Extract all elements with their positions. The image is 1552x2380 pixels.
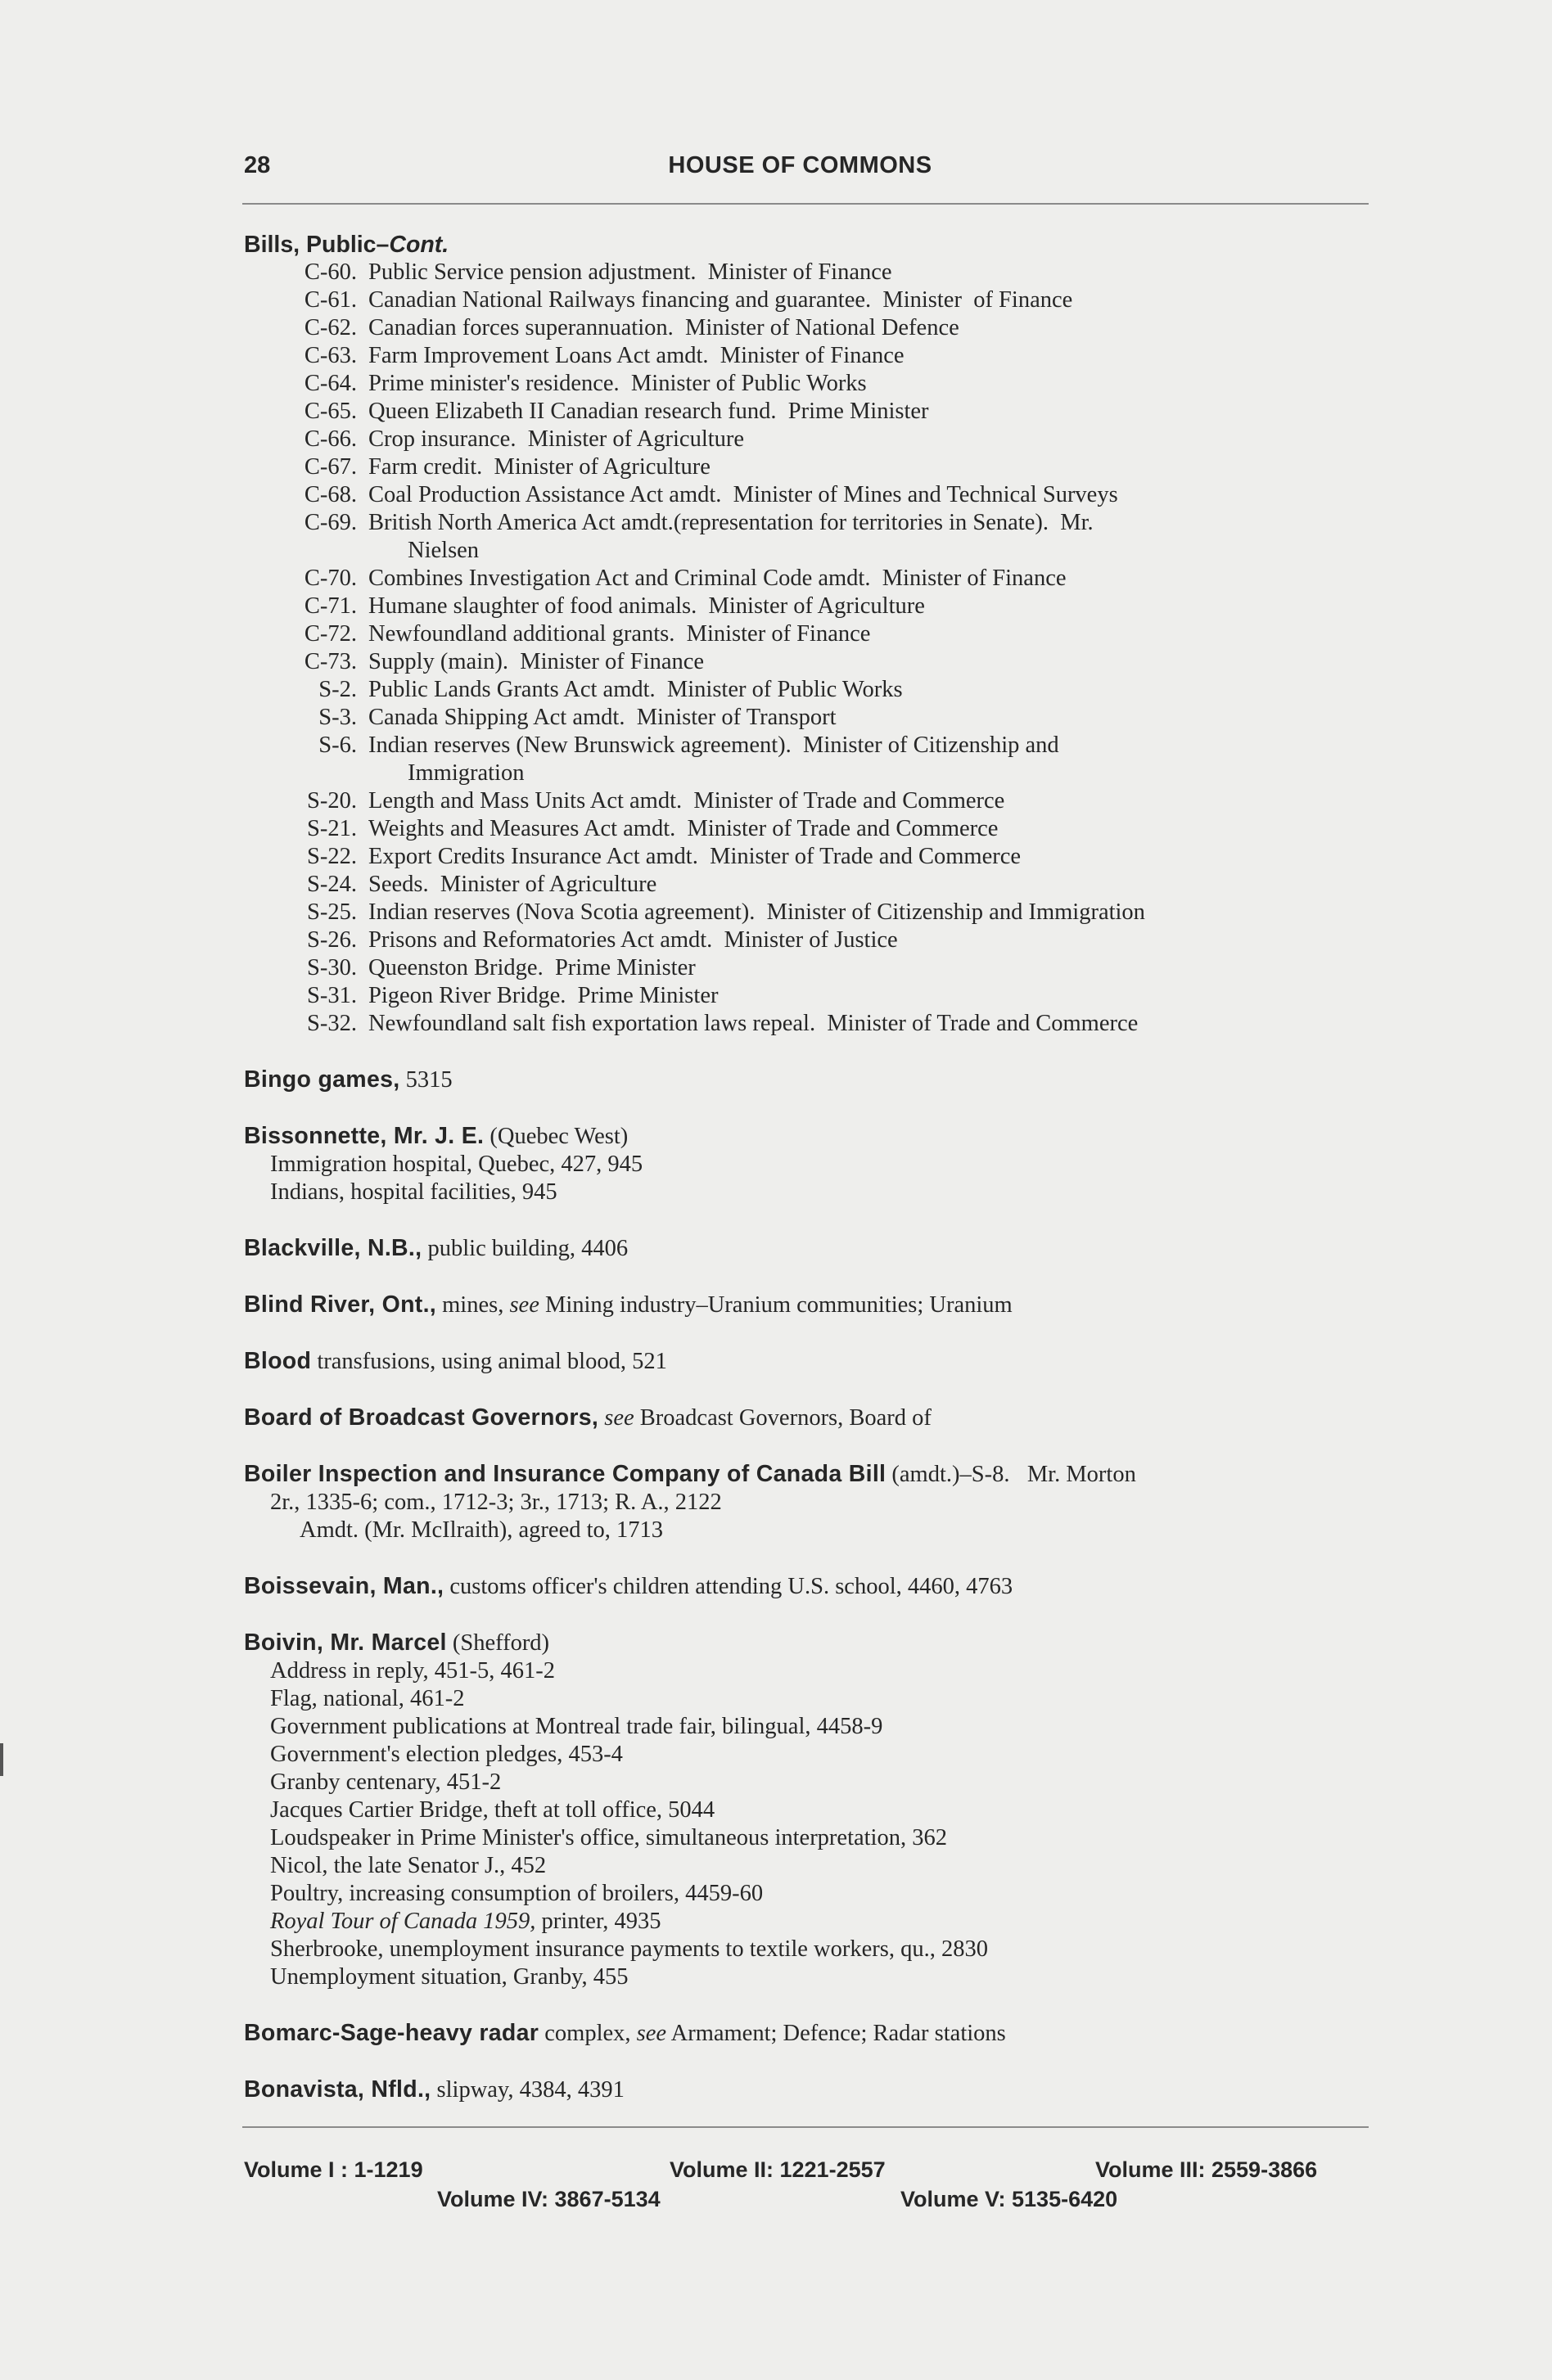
footer-volume-5: Volume V: 5135-6420 <box>900 2187 1118 2211</box>
sub-entry: Unemployment situation, Granby, 455 <box>270 1964 629 1990</box>
sub-entry: Royal Tour of Canada 1959, printer, 4935 <box>270 1909 661 1934</box>
bill-number: C-70. <box>304 566 357 591</box>
bill-number: S-30. <box>307 955 357 980</box>
bill-row <box>244 1010 1374 1038</box>
bill-row <box>244 509 1374 565</box>
bill-description: Farm Improvement Loans Act amdt. Minister of Finance <box>368 343 905 368</box>
bill-description: Crop insurance. Minister of Agriculture <box>368 426 745 452</box>
bill-row <box>244 620 1374 648</box>
bill-description: Combines Investigation Act and Criminal Code amdt. Minister of Finance <box>368 566 1067 591</box>
entry-boiler: Boiler Inspection and Insurance Company of Canada Bill (amdt.)–S-8. Mr. Morton 2r., 1335-6; com., 1712-3; 3r., 1713; R. A., 2122 Amdt. (Mr. McIlraith), agreed to, 1713 <box>244 1460 1374 1544</box>
sub-entry: Indians, hospital facilities, 945 <box>270 1179 557 1205</box>
footer-volume-3: Volume III: 2559-3866 <box>1095 2157 1318 2182</box>
bill-number: S-25. <box>307 899 357 925</box>
bill-number: C-68. <box>304 482 357 507</box>
bill-number: C-65. <box>304 399 357 424</box>
sub-entry: Government publications at Montreal trade fair, bilingual, 4458-9 <box>270 1714 883 1739</box>
bill-description: Newfoundland salt fish exportation laws repeal. Minister of Trade and Commerce <box>368 1011 1139 1036</box>
bill-description: Coal Production Assistance Act amdt. Minister of Mines and Technical Surveys <box>368 482 1118 507</box>
bill-number: S-2. <box>318 677 357 702</box>
bill-number: C-73. <box>304 649 357 674</box>
bill-row <box>244 982 1374 1010</box>
footer-volume-2: Volume II: 1221-2557 <box>670 2157 886 2182</box>
bill-number: S-3. <box>318 705 357 730</box>
bill-row <box>244 453 1374 481</box>
bill-row <box>244 398 1374 426</box>
bill-description: Length and Mass Units Act amdt. Minister of Trade and Commerce <box>368 788 1005 814</box>
bill-description: Humane slaughter of food animals. Minister of Agriculture <box>368 593 925 619</box>
bill-row <box>244 426 1374 453</box>
bill-number: C-69. <box>304 510 357 535</box>
page-number: 28 <box>244 152 271 178</box>
bill-number: C-61. <box>304 287 357 313</box>
bills-heading: Bills, Public–Cont. <box>244 232 449 258</box>
bill-row <box>244 593 1374 620</box>
bill-number: S-31. <box>307 983 357 1008</box>
sub-entry: Address in reply, 451-5, 461-2 <box>270 1658 556 1684</box>
bill-number: S-20. <box>307 788 357 814</box>
bill-row <box>244 732 1374 787</box>
bill-row <box>244 342 1374 370</box>
bill-description: Indian reserves (New Brunswick agreement). Minister of Citizenship and <box>368 732 1059 758</box>
entry-bingo: Bingo games, 5315 <box>244 1066 453 1093</box>
entry-bissonnette: Bissonnette, Mr. J. E. (Quebec West) Immigration hospital, Quebec, 427, 945 Indians, hospital facilities, 945 <box>244 1122 1374 1206</box>
bill-row <box>244 843 1374 871</box>
bill-description: Indian reserves (Nova Scotia agreement). Minister of Citizenship and Immigration <box>368 899 1145 925</box>
bill-description: Weights and Measures Act amdt. Minister of Trade and Commerce <box>368 816 999 841</box>
entry-blood: Blood transfusions, using animal blood, 521 <box>244 1348 667 1374</box>
bill-row <box>244 648 1374 676</box>
footer-volume-4: Volume IV: 3867-5134 <box>437 2187 661 2211</box>
bill-description: Canadian National Railways financing and guarantee. Minister of Finance <box>368 287 1073 313</box>
bill-number: S-22. <box>307 844 357 869</box>
index-content <box>244 231 1374 2104</box>
bill-number: S-24. <box>307 872 357 897</box>
bill-number: C-63. <box>304 343 357 368</box>
bill-description: Prisons and Reformatories Act amdt. Minister of Justice <box>368 927 898 953</box>
bill-description: Prime minister's residence. Minister of Public Works <box>368 371 867 396</box>
bill-description: Supply (main). Minister of Finance <box>368 649 705 674</box>
bill-description: British North America Act amdt.(representation for territories in Senate). Mr. <box>368 510 1094 535</box>
entry-bomarc: Bomarc-Sage-heavy radar complex, see Armament; Defence; Radar stations <box>244 2020 1006 2046</box>
bill-number: S-21. <box>307 816 357 841</box>
bill-number: C-67. <box>304 454 357 480</box>
bill-number: C-62. <box>304 315 357 340</box>
entry-boissevain: Boissevain, Man., customs officer's children attending U.S. school, 4460, 4763 <box>244 1573 1013 1599</box>
bill-number: S-26. <box>307 927 357 953</box>
sub-entry: Immigration hospital, Quebec, 427, 945 <box>270 1152 643 1177</box>
sub-entry: Sherbrooke, unemployment insurance payments to textile workers, qu., 2830 <box>270 1936 988 1962</box>
bill-description: Queenston Bridge. Prime Minister <box>368 955 696 980</box>
bill-description-continued: Nielsen <box>408 538 480 563</box>
bill-row <box>244 481 1374 509</box>
bill-description: Canadian forces superannuation. Minister of National Defence <box>368 315 959 340</box>
sub-entry: Poultry, increasing consumption of broilers, 4459-60 <box>270 1881 764 1906</box>
bill-description: Export Credits Insurance Act amdt. Minister of Trade and Commerce <box>368 844 1022 869</box>
bill-row <box>244 676 1374 704</box>
sub-entry: Loudspeaker in Prime Minister's office, simultaneous interpretation, 362 <box>270 1825 947 1850</box>
entry-boivin: Boivin, Mr. Marcel (Shefford) Address in reply, 451-5, 461-2 Flag, national, 461-2 Government publications at Montreal trade fair, bilingual, 4458-9 Government's election pledges, 453-4 Granby centenary, 451-2 Jacques Cartier Bridge, theft at toll office, 5044 Loudspeaker in Prime Minister's office, simultaneous interpretation, 362 Nicol, the late Senator J., 452 Poultry, increasing consumption of broilers, 4459-60 Royal Tour of Canada 1959, printer, 4935 Sherbrooke, unemployment insurance payments to textile workers, qu., 2830 Unemployment situation, Granby, 455 <box>244 1629 1374 1991</box>
bill-description: Public Service pension adjustment. Minister of Finance <box>368 259 892 285</box>
bill-row <box>244 787 1374 815</box>
entry-board: Board of Broadcast Governors, see Broadcast Governors, Board of <box>244 1404 932 1431</box>
bill-description: Newfoundland additional grants. Minister of Finance <box>368 621 871 647</box>
bill-row <box>244 954 1374 982</box>
sub-entry: Government's election pledges, 453-4 <box>270 1742 623 1767</box>
bill-row <box>244 286 1374 314</box>
top-rule <box>242 203 1369 205</box>
entry-bonavista: Bonavista, Nfld., slipway, 4384, 4391 <box>244 2076 625 2103</box>
sub-entry: Flag, national, 461-2 <box>270 1686 465 1711</box>
sub-entry: Jacques Cartier Bridge, theft at toll office, 5044 <box>270 1797 715 1823</box>
bill-number: C-64. <box>304 371 357 396</box>
bottom-rule <box>242 2126 1369 2128</box>
sub-entry: Granby centenary, 451-2 <box>270 1769 502 1795</box>
bill-description-continued: Immigration <box>408 760 525 786</box>
bill-description: Pigeon River Bridge. Prime Minister <box>368 983 719 1008</box>
bill-row <box>244 370 1374 398</box>
sub-entry: Amdt. (Mr. McIlraith), agreed to, 1713 <box>300 1517 664 1543</box>
bill-description: Canada Shipping Act amdt. Minister of Transport <box>368 705 837 730</box>
bill-row <box>244 871 1374 899</box>
entry-blind-river: Blind River, Ont., mines, see Mining industry–Uranium communities; Uranium <box>244 1291 1013 1318</box>
bill-row <box>244 314 1374 342</box>
entry-blackville: Blackville, N.B., public building, 4406 <box>244 1235 629 1261</box>
bill-description: Queen Elizabeth II Canadian research fund. Prime Minister <box>368 399 929 424</box>
bill-description: Farm credit. Minister of Agriculture <box>368 454 711 480</box>
sub-entry: Nicol, the late Senator J., 452 <box>270 1853 547 1878</box>
bill-number: C-71. <box>304 593 357 619</box>
bill-number: S-32. <box>307 1011 357 1036</box>
bill-row <box>244 704 1374 732</box>
footer-volume-1: Volume I : 1-1219 <box>244 2157 423 2182</box>
page-title: HOUSE OF COMMONS <box>668 152 932 178</box>
bill-row <box>244 259 1374 286</box>
bill-description: Public Lands Grants Act amdt. Minister of Public Works <box>368 677 903 702</box>
bill-row <box>244 815 1374 843</box>
bill-row <box>244 926 1374 954</box>
bill-description: Seeds. Minister of Agriculture <box>368 872 657 897</box>
bill-number: C-60. <box>304 259 357 285</box>
sub-entry: 2r., 1335-6; com., 1712-3; 3r., 1713; R. A., 2122 <box>270 1490 722 1515</box>
bill-row <box>244 565 1374 593</box>
bill-number: C-66. <box>304 426 357 452</box>
bill-row <box>244 899 1374 926</box>
scan-edge-mark <box>0 1743 3 1776</box>
bill-number: S-6. <box>318 732 357 758</box>
bill-number: C-72. <box>304 621 357 647</box>
bills-list <box>244 259 1374 1038</box>
